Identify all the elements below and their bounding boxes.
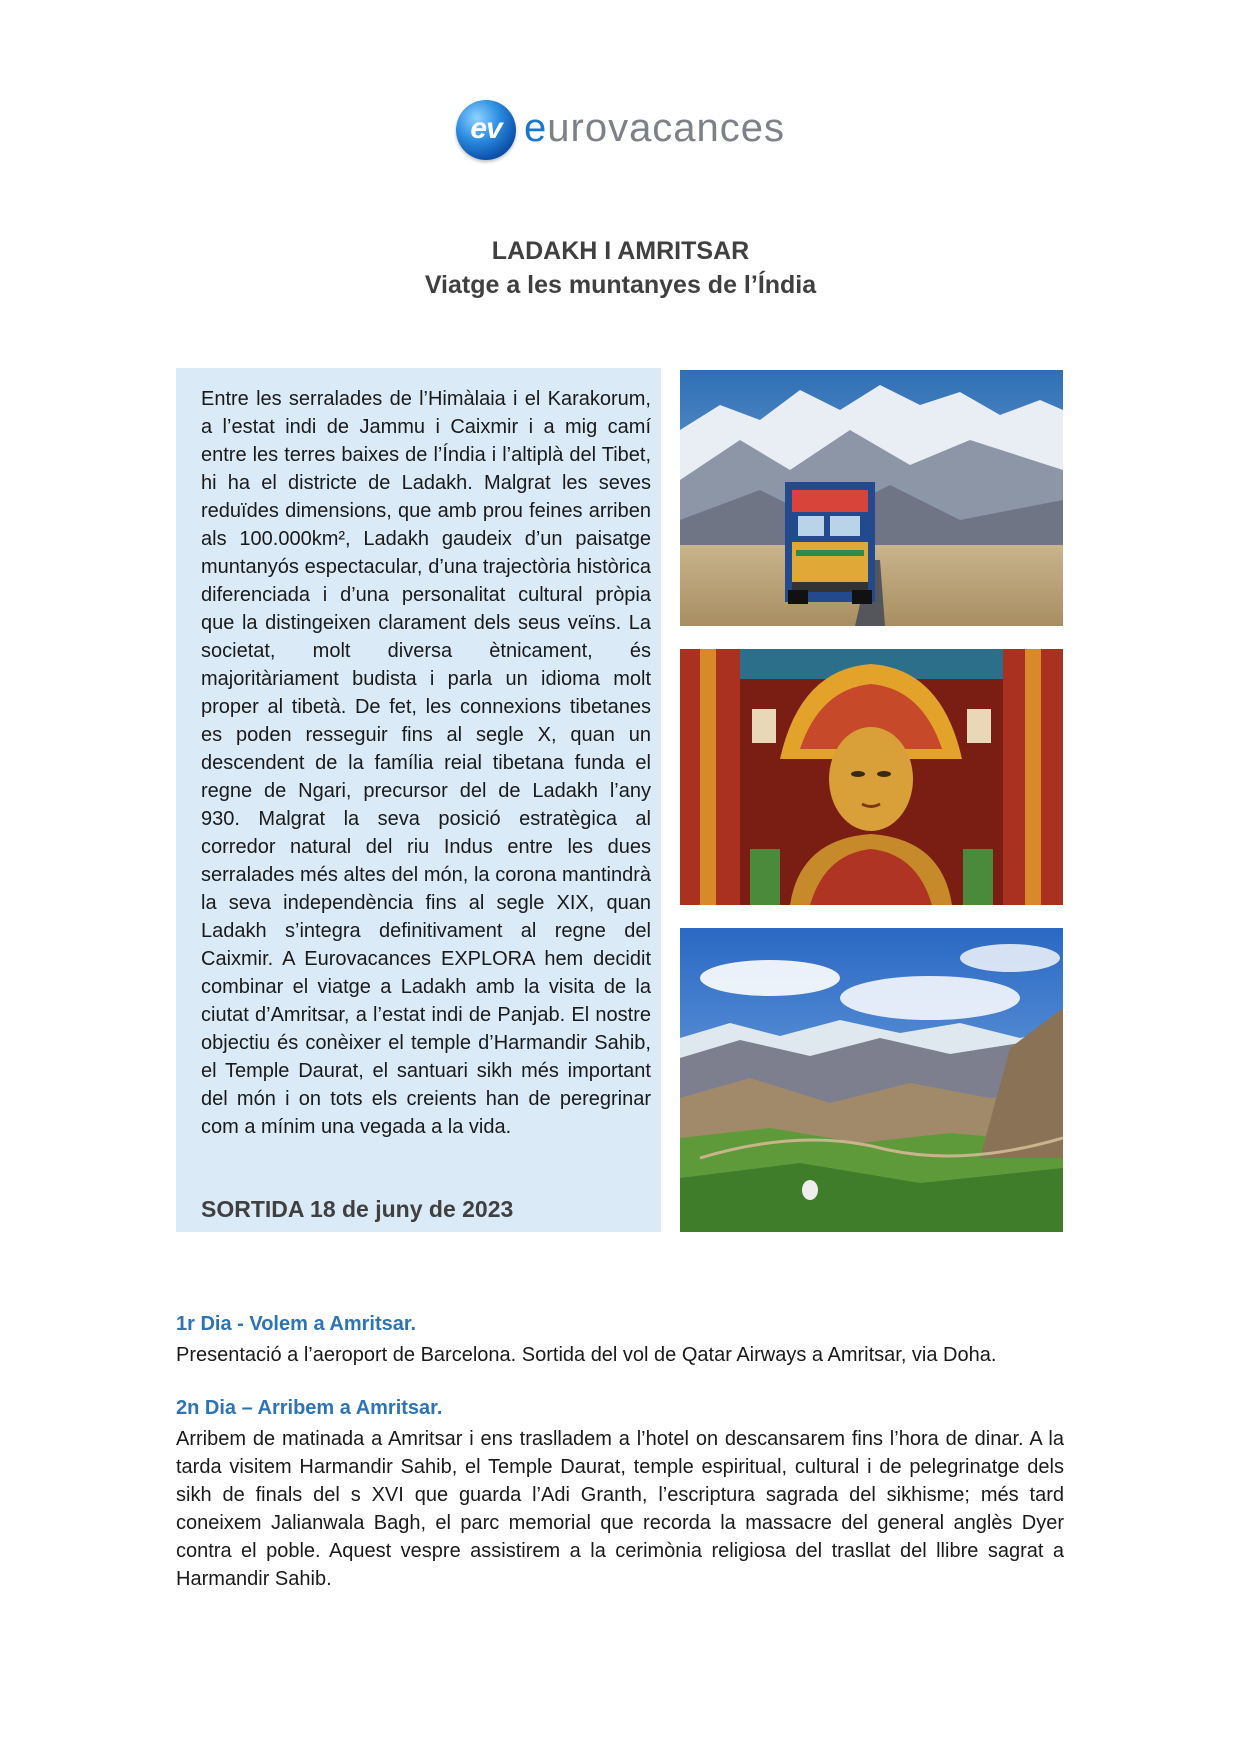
logo-wordmark (524, 106, 785, 151)
logo-badge-text: ev (470, 112, 502, 145)
day-2-title: 2n Dia – Arribem a Amritsar. (176, 1397, 443, 1419)
logo-badge-icon (456, 100, 516, 160)
logo-wordmark-rest: urovacances (547, 106, 786, 150)
valley-landscape-photo (680, 928, 1063, 1232)
page-subtitle: Viatge a les muntanyes de l’Índia (424, 271, 817, 299)
eurovacances-logo (456, 100, 796, 164)
departure-date: SORTIDA 18 de juny de 2023 (201, 1196, 514, 1222)
day-1-title: 1r Dia - Volem a Amritsar. (176, 1313, 417, 1335)
buddha-statue-photo (680, 649, 1063, 905)
day-2-text: Arribem de matinada a Amritsar i ens traslladem a l’hotel on descansarem fins l’hora de dinar. A la tarda visitem Harmandir Sahib, el Temple Daurat, temple espiritual, cultural i de pelegrinatge dels sikh de finals del s XVI que guarda l’Adi Granth, l’escriptura sagrada del sikhisme; més tard coneixem Jalianwala Bagh, el parc memorial que recorda la massacre del general anglès Dyer contra el poble. Aquest vespre assistirem a la cerimònia religiosa del trasllat del llibre sagrat a Harmandir Sahib. (176, 1428, 1064, 1590)
day-1-text: Presentació a l’aeroport de Barcelona. Sortida del vol de Qatar Airways a Amritsar, via Doha. (176, 1344, 997, 1366)
intro-text: Entre les serralades de l’Himàlaia i el Karakorum, a l’estat indi de Jammu i Caixmir i a mig camí entre les terres baixes de l’Índia i l’altiplà del Tibet, hi ha el districte de Ladakh. Malgrat les seves reduïdes dimensions, que amb prou feines arriben als 100.000km², Ladakh gaudeix d’un paisatge muntanyós espectacular, d’una trajectòria històrica diferenciada i d’una personalitat cultural pròpia que la distingeixen clarament dels seus veïns. La societat, molt diversa ètnicament, és majoritàriament budista i parla un idioma molt proper al tibetà. De fet, les connexions tibetanes es poden resseguir fins al segle X, quan un descendent de la família reial tibetana funda el regne de Ngari, precursor del de Ladakh l’any 930. Malgrat la seva posició estratègica al corredor natural del riu Indus entre les dues serralades més altes del món, la corona mantindrà la seva independència fins al segle XIX, quan Ladakh s’integra definitivament al regne del Caixmir. A Eurovacances EXPLORA hem decidit combinar el viatge a Ladakh amb la visita de la ciutat d’Amritsar, a l’estat indi de Panjab. El nostre objectiu és conèixer el temple d’Harmandir Sahib, el Temple Daurat, el santuari sikh més important del món i on tots els creients han de peregrinar com a mínim una vegada a la vida. (201, 388, 651, 1138)
mountain-road-truck-photo (680, 370, 1063, 626)
page-title: LADAKH I AMRITSAR (491, 237, 750, 265)
logo-wordmark-prefix: e (524, 106, 548, 150)
